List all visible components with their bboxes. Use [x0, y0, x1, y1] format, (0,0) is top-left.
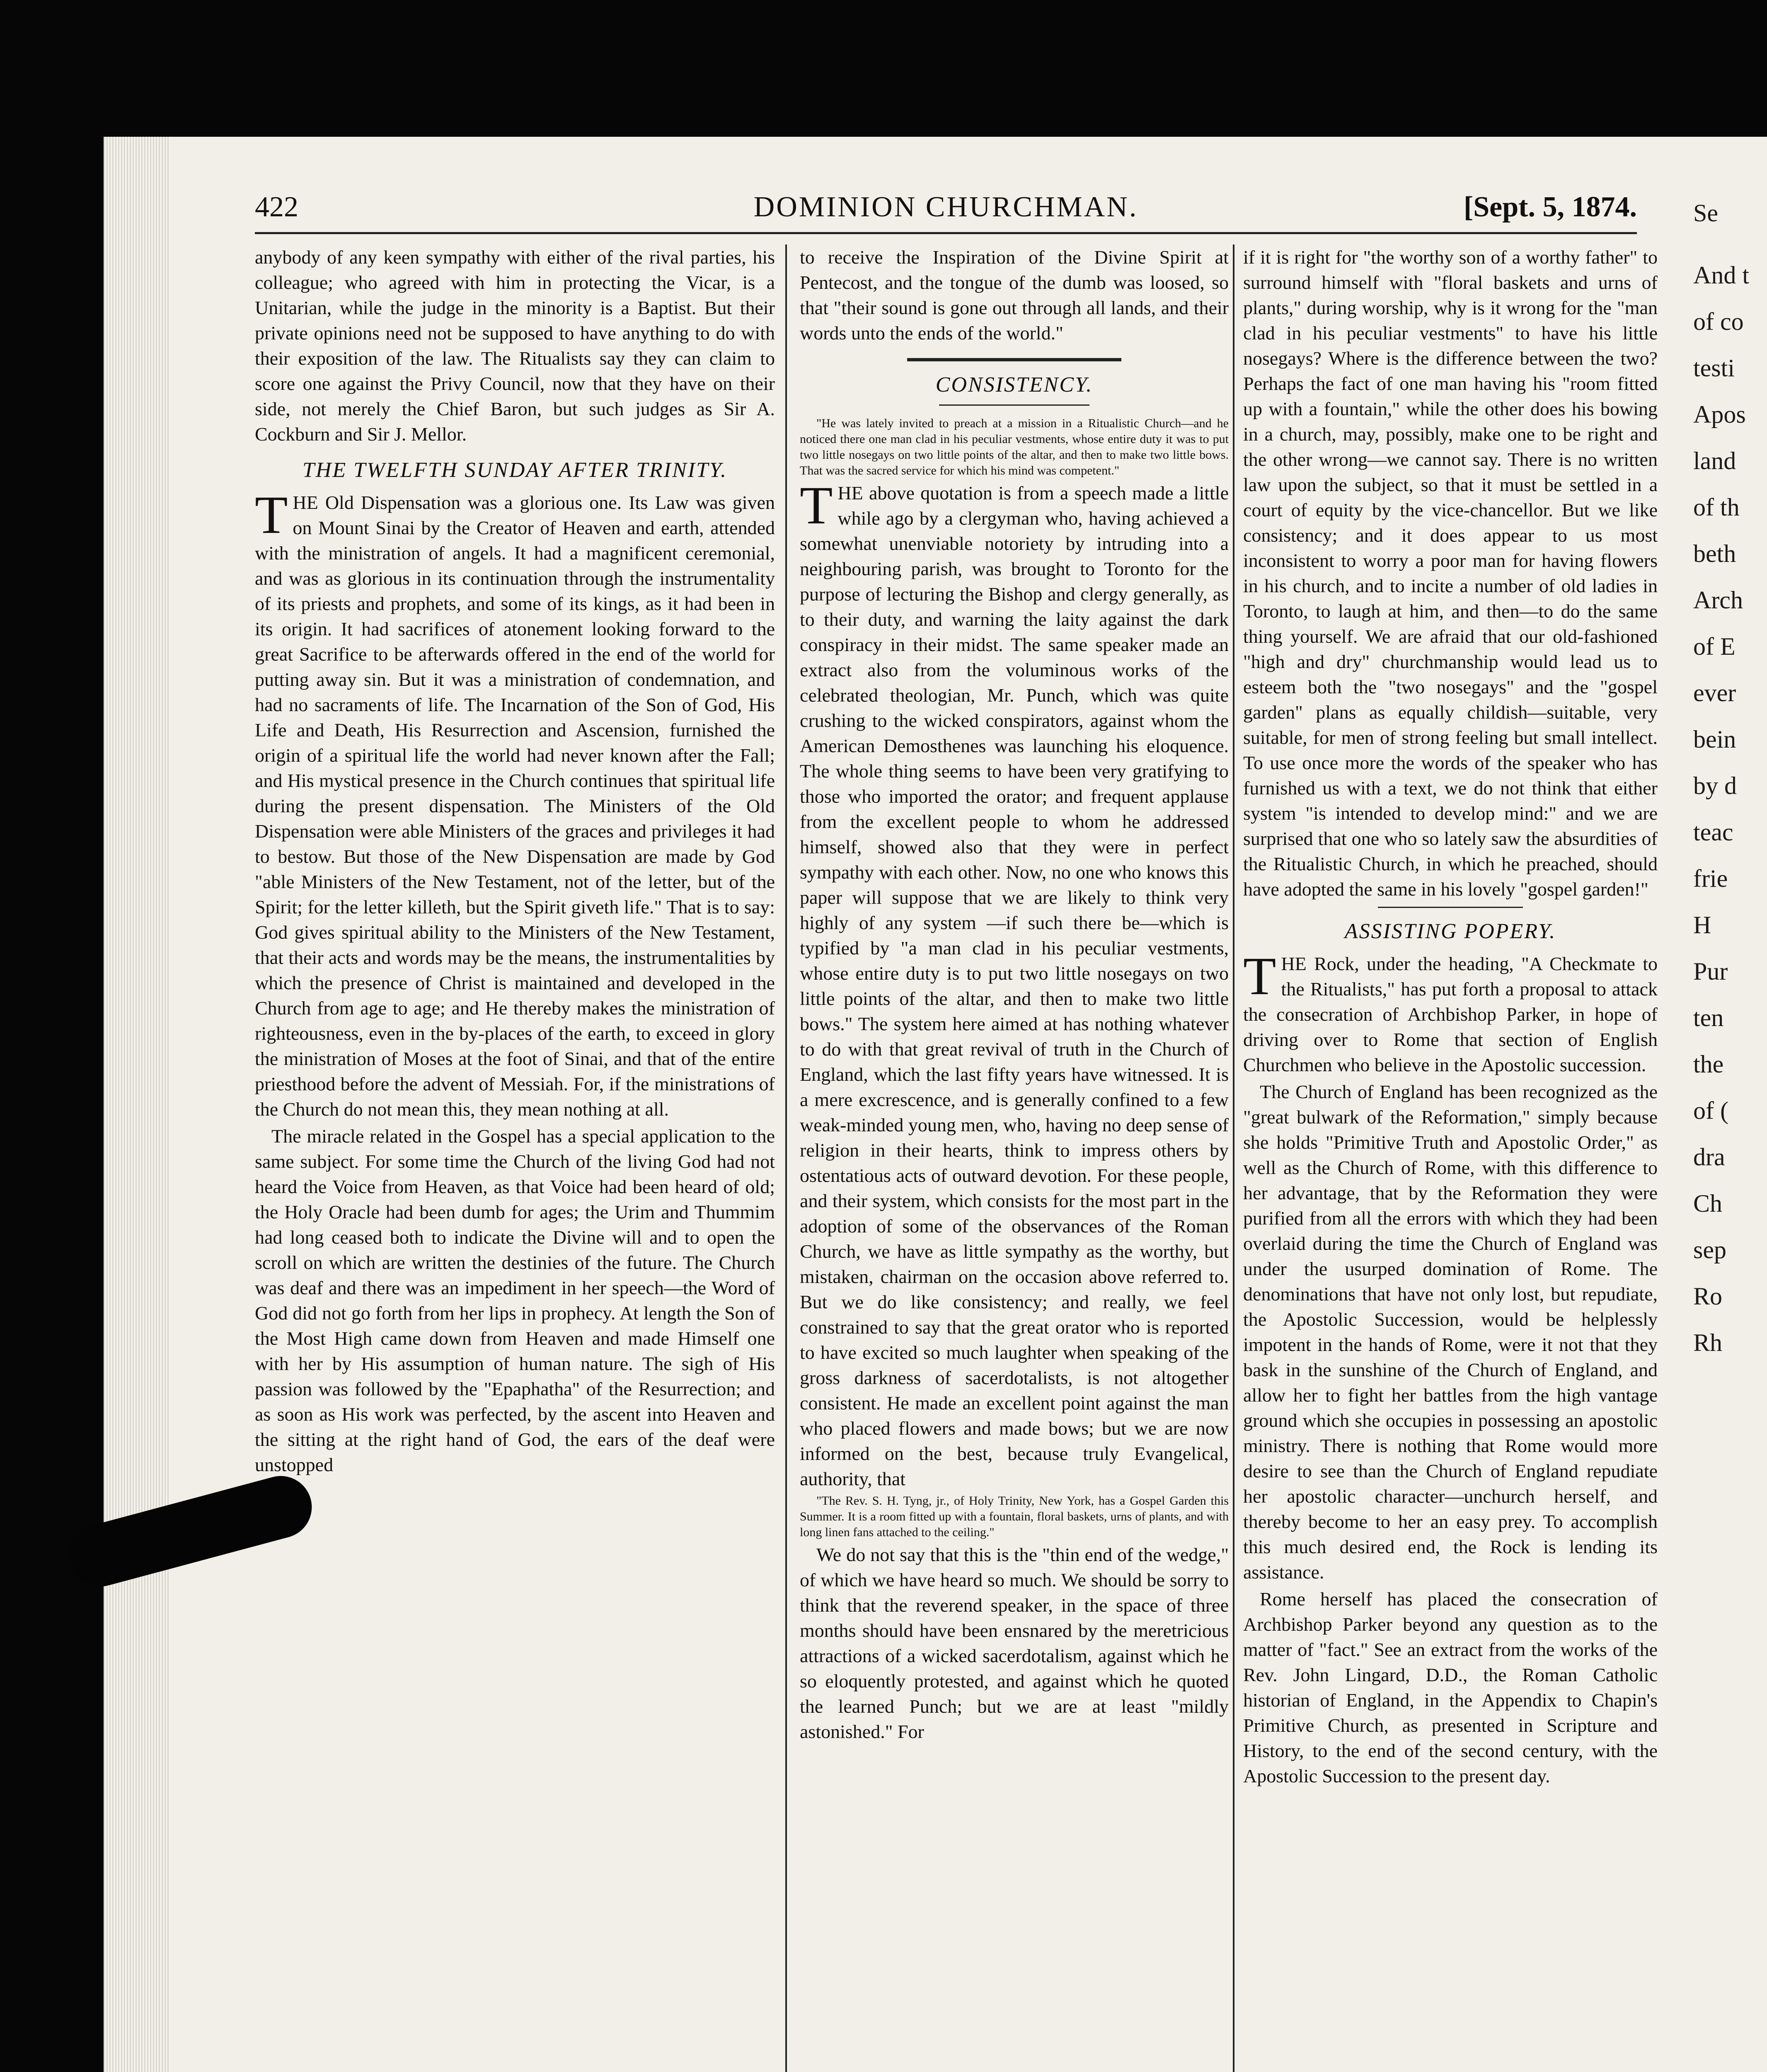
right-page-fragment: Rh [1693, 1329, 1723, 1356]
paragraph-text: HE Old Dispensation was a glorious one. Its Law was given on Mount Sinai by the Creator of Heaven and earth, attended with the ministration of angels. It had a magnificent ceremonial, and was as glorious in its continuation through the instrumentality of its priests and prophets, and some of its kings, as it had been in its origin. It had sacrifices of atonement looking forward to the great Sacrifice to be afterwards offered in the end of the world for putting away sin. But it was a ministration of condemnation, and had no sacraments of life. The Incarnation of the Son of God, His Life and Death, His Resurrection and Ascension, furnished the origin of a spiritual life the world had never known after the Fall; and His mystical presence in the Church continues that spiritual life during the present dispensation. The Ministers of the Old Dispensation were able Ministers of the graces and privileges it had to bestow. But those of the New Dispensation are made by God "able Ministers of the New Testament, not of the letter, but of the Spirit; for the letter killeth, but the Spirit giveth life." That is to say: God gives spiritual ability to the Ministers of the New Testament, that their acts and words may be the means, the instrumentalities by which the presence of Christ is maintained and developed in the Church from age to age; and He thereby makes the ministration of righteousness, even in the by-places of the earth, to exceed in glory the ministration of Moses at the foot of Sinai, and that of the entire priesthood before the advent of Messiah. For, if the ministrations of the Church do not mean this, they mean nothing at all. [255, 492, 775, 1120]
right-page-fragment: teac [1693, 818, 1733, 846]
right-page-fragment: Apos [1693, 401, 1746, 428]
inline-quote: "The Rev. S. H. Tyng, jr., of Holy Trinity, New York, has a Gospel Garden this Summer. It is a room fitted up with a fountain, floral baskets, urns of plants, and with long linen fans attached to the ceiling." [800, 1494, 1229, 1539]
issue-date: [Sept. 5, 1874. [1463, 191, 1637, 223]
right-page-fragment: frie [1693, 865, 1728, 892]
right-page-fragment: Ro [1693, 1283, 1723, 1310]
right-page-fragment: of ( [1693, 1097, 1728, 1124]
page-header [255, 191, 1637, 234]
right-page-fragment: Pur [1693, 958, 1728, 985]
section-rule [907, 358, 1122, 361]
article-paragraph: We do not say that this is the "thin end of the wedge," of which we have heard so much. We should be sorry to think that the reverend speaker, in the space of three months should have been ensnared by the meretricious attractions of a wicked sacerdotalism, against which he so eloquently protested, and against which he quoted the learned Punch; but we are at least "mildly astonished." For [800, 1544, 1229, 1742]
column-rule [1233, 244, 1234, 2072]
section-rule [939, 404, 1089, 406]
right-page-fragment: of E [1693, 633, 1736, 660]
epigraph-quote: "He was lately invited to preach at a mission in a Ritualistic Church—and he noticed there one man clad in his peculiar vestments, whose entire duty it was to put two little nosegays on two little points of the altar, and then to make two little bows. That was the sacred service for which his mind was competent." [800, 416, 1229, 477]
right-page-fragment: And t [1693, 261, 1749, 289]
right-page-fragment: of th [1693, 494, 1740, 521]
column-3 [1243, 244, 1658, 2072]
right-page-fragment: land [1693, 447, 1736, 474]
right-page-fragment: dra [1693, 1143, 1725, 1171]
right-page-fragment: of co [1693, 308, 1744, 335]
right-page-fragment: the [1693, 1051, 1724, 1078]
paragraph-text: HE above quotation is from a speech made a little while ago by a clergyman who, having achieved a somewhat unenviable notoriety by intruding into a neighbouring parish, was brought to Toronto for the purpose of lecturing the Bishop and clergy generally, as to their duty, and warning the laity against the dark conspiracy in their midst. The same speaker made an extract also from the voluminous works of the celebrated theologian, Mr. Punch, which was quite crushing to the wicked conspirators, against whom the American Demosthenes was launching his eloquence. The whole thing seems to have been very gratifying to those who imported the orator; and frequent applause from the excellent people to whom he addressed himself, showed also that they were in perfect sympathy with each other. Now, no one who knows this paper will suppose that we are likely to think very highly of any system —if such there be—which is typified by "a man clad in his peculiar vestments, whose entire duty is to put two little nosegays on two little points of the altar, and then to make two little bows." The system here aimed at has nothing whatever to do with that great revival of truth in the Church of England, which the last fifty years have witnessed. It is a mere excrescence, and is generally confined to a few weak-minded young men, who, having no deep sense of religion in their hearts, think to impress others by ostentatious acts of outward devotion. For these people, and their system, which consists for the most part in the adoption of some of the observances of the Roman Church, we have as little sympathy as the worthy, but mistaken, chairman on the occasion above referred to. But we do like consistency; and really, we feel constrained to say that the great orator who is reported to have excited so much laughter when speaking of the gross darkness of sacerdotalists, is not altogether consistent. He made an excellent point against the man who placed flowers and made bows; but we are now informed on the best, because truly Evangelical, authority, that [800, 482, 1229, 1489]
right-page-fragment: beth [1693, 540, 1736, 567]
page-number: 422 [255, 191, 298, 223]
intro-paragraph: to receive the Inspiration of the Divine Spirit at Pentecost, and the tongue of the dumb was loosed, so that "their sound is gone out through all lands, and their words unto the ends of the world." [800, 247, 1229, 344]
intro-paragraph: if it is right for "the worthy son of a worthy father" to surround himself with "floral baskets and urns of plants," during worship, why is it wrong for the "man clad in his peculiar vestments" to have his little nosegays? Where is the difference between the two? Perhaps the fact of one man having his "room fitted up with a fountain," while the other does his bowing in a church, may, possibly, make one to be right and the other wrong—we cannot say. There is no written law upon the subject, so that it must be settled in a court of equity by the vice-chancellor. But we like consistency; and it does appear to us most inconsistent to worry a poor man for having flowers in his church, and to incite a number of old ladies in Toronto, to laugh at him, and then—to do the same thing yourself. We are afraid that our old-fashioned "high and dry" churchmanship would lead us to esteem both the "two nosegays" and the "gospel garden" plans as equally childish—suitable, very suitable, for men of strong feeling but small intellect. To use once more the words of the speaker who has furnished us with a text, we do not think that either system "is intended to develop mind:" and we are surprised that one who so lately saw the absurdities of the Ritualistic Church, in which he preached, should have adopted the same in his lovely "gospel garden!" [1243, 247, 1658, 900]
right-page-fragment: testi [1693, 354, 1735, 382]
article-heading: THE TWELFTH SUNDAY AFTER TRINITY. [302, 458, 728, 482]
article-heading: CONSISTENCY. [935, 373, 1093, 397]
right-page-fragment: Arch [1693, 586, 1743, 614]
right-page-fragment: Se [1693, 199, 1718, 227]
publication-title: DOMINION CHURCHMAN. [753, 191, 1138, 223]
article-paragraph [1243, 946, 1658, 1077]
drop-cap: T [800, 476, 833, 535]
column-rule [785, 244, 787, 2072]
article-paragraph: The miracle related in the Gospel has a special application to the same subject. For some time the Church of the living God had not heard the Voice from Heaven, as that Voice had been heard of old; the Holy Oracle had been dumb for ages; the Urim and Thummim had long ceased both to indicate the Divine will and to open the scroll on which are written the destinies of the future. The Church was deaf and there was an impediment in her speech—the Word of God did not go forth from her lips in prophecy. At length the Son of the Most High came down from Heaven and made Himself one with her by His assumption of human nature. The sigh of His passion was followed by the "Epaphatha" of the Resurrection; and as soon as His work was perfected, by the ascent into Heaven and the sitting at the right hand of God, the ears of the deaf were unstopped [255, 1126, 775, 1475]
right-page-fragment: ever [1693, 679, 1736, 707]
article-paragraph: Rome herself has placed the consecration of Archbishop Parker beyond any question as to the matter of "fact." See an extract from the works of the Rev. John Lingard, D.D., the Roman Catholic historian of England, in the Appendix to Chapin's Primitive Church, as presented in Scripture and History, to the end of the second century, with the Apostolic Succession to the present day. [1243, 1588, 1658, 1786]
right-page-fragment: bein [1693, 726, 1736, 753]
right-page-edge [1687, 137, 1767, 2072]
right-page-fragment: ten [1693, 1004, 1724, 1031]
section-rule [1378, 907, 1523, 908]
article-paragraph [800, 476, 1229, 1491]
right-page-fragment: H [1693, 911, 1711, 939]
column-1 [255, 244, 775, 2072]
right-page-fragment: sep [1693, 1236, 1726, 1264]
intro-paragraph: anybody of any keen sympathy with either of the rival parties, his colleague; who agreed with him in protecting the Vicar, is a Unitarian, while the judge in the minority is a Baptist. But their private opinions need not be supposed to have anything to do with their exposition of the law. The Ritualists say they can claim to score one against the Privy Council, now that they have on their side, not merely the Chief Baron, but such judges as Sir A. Cockburn and Sir J. Mellor. [255, 247, 775, 445]
page-edge-strip [104, 137, 170, 2072]
paragraph-text: HE Rock, under the heading, "A Checkmate to the Ritualists," has put forth a proposal to attack the consecration of Archbishop Parker, in hope of driving over to Rome that section of English Churchmen who believe in the Apostolic succession. [1243, 953, 1658, 1075]
right-page-fragment: by d [1693, 772, 1737, 799]
drop-cap: T [255, 485, 288, 545]
article-paragraph: The Church of England has been recognized as the "great bulwark of the Reformation," simply because she holds "Primitive Truth and Apostolic Order," as well as the Church of Rome, with this difference to her advantage, that by the Reformation they were purified from all the errors with which they had been overlaid during the time the Church of England was under the usurped domination of Rome. The denominations that have not only lost, but repudiate, the Apostolic Succession, would be helplessly impotent in the hands of Rome, were it not that they bask in the sunshine of the Church of England, and allow her to fight her battles from the high vantage ground which she occupies in possessing an apostolic ministry. There is nothing that Rome would more desire to see than the Church of England repudiate her apostolic character—unchurch herself, and thereby become to her an easy prey. To accomplish this much desired end, the Rock is lending its assistance. [1243, 1081, 1658, 1583]
drop-cap: T [1243, 946, 1276, 1006]
column-2 [800, 244, 1229, 2072]
article-paragraph [255, 485, 775, 1122]
right-page-fragment: Ch [1693, 1190, 1723, 1217]
article-heading: ASSISTING POPERY. [1344, 920, 1556, 943]
